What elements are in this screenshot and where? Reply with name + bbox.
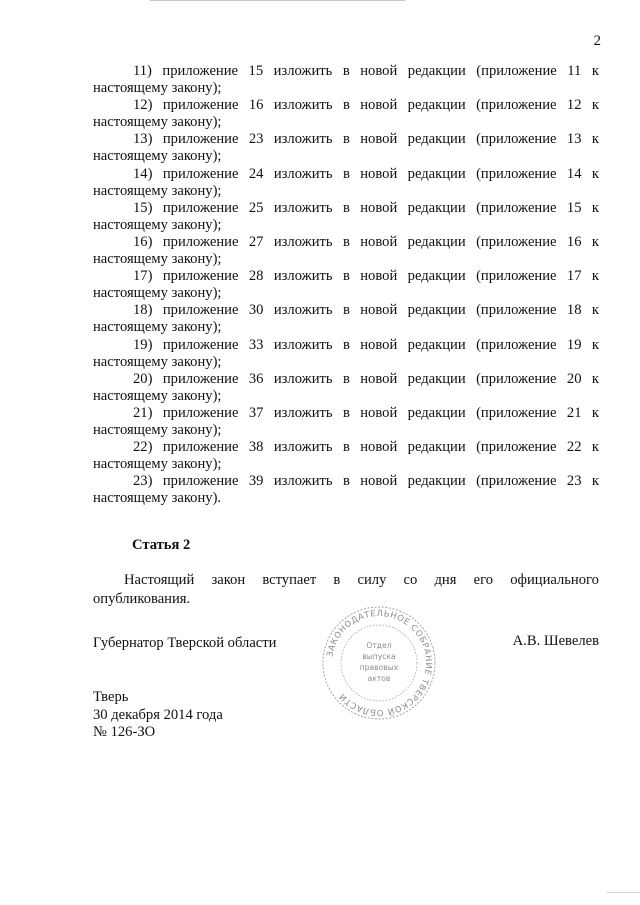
item-number: 15) bbox=[133, 199, 153, 216]
item-word: 13 bbox=[566, 131, 582, 148]
item-word: к bbox=[591, 97, 599, 114]
document-footer bbox=[93, 689, 223, 742]
item-word: изложить bbox=[273, 63, 333, 79]
item-word: редакции bbox=[407, 473, 466, 490]
item-word: приложение bbox=[162, 97, 239, 114]
item-word: 20 bbox=[566, 370, 582, 387]
item-word: 14 bbox=[566, 165, 582, 182]
list-item-first-line bbox=[93, 200, 599, 217]
item-word: новой bbox=[360, 97, 398, 114]
item-number: 21) bbox=[133, 404, 153, 421]
item-word: изложить bbox=[273, 97, 333, 114]
item-word: изложить bbox=[273, 165, 333, 182]
item-word: 17 bbox=[566, 268, 582, 285]
list-item-continuation: настоящему закону); bbox=[93, 148, 222, 165]
item-word: новой bbox=[360, 268, 398, 285]
amendment-list bbox=[93, 63, 599, 507]
item-word: приложение bbox=[162, 165, 239, 182]
list-item bbox=[93, 131, 599, 165]
list-item-continuation: настоящему закону); bbox=[93, 353, 222, 370]
item-word: 23 bbox=[566, 473, 582, 490]
item-word: 18 bbox=[566, 302, 582, 319]
article-word: его bbox=[473, 572, 494, 588]
item-word: редакции bbox=[407, 336, 466, 353]
list-item-continuation: настоящему закону); bbox=[93, 250, 222, 267]
item-word: изложить bbox=[273, 233, 333, 250]
item-word: приложение bbox=[162, 63, 239, 79]
item-number: 11) bbox=[133, 63, 152, 79]
item-word: 25 bbox=[248, 199, 264, 216]
item-word: изложить bbox=[273, 336, 333, 353]
item-word: приложение bbox=[162, 302, 239, 319]
item-number: 16) bbox=[133, 233, 153, 250]
item-word: 16 bbox=[566, 233, 582, 250]
list-item-continuation: настоящему закону); bbox=[93, 114, 222, 131]
footer-city: Тверь bbox=[93, 689, 129, 705]
seal-center-line: актов bbox=[367, 674, 391, 683]
item-word: 39 bbox=[248, 473, 264, 490]
article-word: официального bbox=[510, 572, 599, 588]
item-word: 21 bbox=[566, 404, 582, 421]
seal-center-line: правовых bbox=[359, 663, 399, 672]
item-word: редакции bbox=[407, 404, 466, 421]
list-item bbox=[93, 166, 599, 200]
list-item-first-line bbox=[93, 131, 599, 148]
footer-law-number: № 126-ЗО bbox=[93, 724, 156, 740]
item-word: изложить bbox=[273, 439, 333, 456]
item-word: изложить bbox=[273, 131, 333, 148]
list-item bbox=[93, 302, 599, 336]
item-word: 23 bbox=[248, 131, 264, 148]
item-word: к bbox=[591, 336, 599, 353]
item-word: новой bbox=[360, 63, 398, 79]
item-word: 36 bbox=[248, 370, 264, 387]
item-word: в bbox=[342, 370, 350, 387]
top-edge-rule bbox=[150, 0, 405, 1]
item-word: к bbox=[591, 268, 599, 285]
item-word: приложение bbox=[162, 404, 239, 421]
list-item bbox=[93, 200, 599, 234]
article-word: Настоящий bbox=[124, 572, 195, 588]
item-word: в bbox=[342, 97, 350, 114]
seal-center-line: выпуска bbox=[362, 652, 396, 661]
list-item-first-line bbox=[93, 268, 599, 285]
list-item-first-line bbox=[93, 97, 599, 114]
item-word: (приложение bbox=[476, 131, 557, 148]
item-word: приложение bbox=[162, 439, 239, 456]
item-word: 38 bbox=[248, 439, 264, 456]
item-word: к bbox=[591, 165, 599, 182]
item-word: приложение bbox=[162, 336, 239, 353]
item-word: изложить bbox=[273, 268, 333, 285]
item-word: (приложение bbox=[476, 404, 557, 421]
item-number: 12) bbox=[133, 97, 153, 114]
item-word: к bbox=[591, 404, 599, 421]
list-item-continuation: настоящему закону); bbox=[93, 182, 222, 199]
item-word: в bbox=[342, 199, 350, 216]
item-word: новой bbox=[360, 199, 398, 216]
list-item-continuation: настоящему закону); bbox=[93, 421, 222, 438]
item-word: редакции bbox=[407, 165, 466, 182]
item-word: в bbox=[342, 404, 350, 421]
list-item-first-line bbox=[93, 166, 599, 183]
item-word: редакции bbox=[407, 131, 466, 148]
list-item bbox=[93, 97, 599, 131]
item-word: новой bbox=[360, 165, 398, 182]
list-item-first-line bbox=[93, 439, 599, 456]
item-word: редакции bbox=[407, 302, 466, 319]
item-word: редакции bbox=[407, 97, 466, 114]
list-item bbox=[93, 371, 599, 405]
item-word: (приложение bbox=[476, 473, 557, 490]
seal-ring-text: ЗАКОНОДАТЕЛЬНОЕ СОБРАНИЕ ТВЕРСКОЙ ОБЛАСТИ bbox=[324, 607, 435, 719]
item-word: 28 bbox=[248, 268, 264, 285]
item-word: (приложение bbox=[476, 302, 557, 319]
list-item bbox=[93, 439, 599, 473]
item-word: к bbox=[591, 131, 599, 148]
item-word: новой bbox=[360, 302, 398, 319]
item-word: редакции bbox=[407, 268, 466, 285]
item-word: (приложение bbox=[476, 370, 557, 387]
item-word: к bbox=[591, 302, 599, 319]
item-word: в bbox=[342, 268, 350, 285]
item-word: приложение bbox=[162, 268, 239, 285]
item-word: в bbox=[342, 165, 350, 182]
item-word: новой bbox=[360, 233, 398, 250]
article-word: силу bbox=[357, 572, 387, 588]
item-number: 18) bbox=[133, 302, 153, 319]
item-word: к bbox=[591, 199, 599, 216]
list-item bbox=[93, 405, 599, 439]
item-word: 27 bbox=[248, 233, 264, 250]
item-word: приложение bbox=[162, 233, 239, 250]
list-item-continuation: настоящему закону); bbox=[93, 285, 222, 302]
item-word: к bbox=[591, 370, 599, 387]
seal-center-line: Отдел bbox=[366, 641, 392, 650]
item-word: 11 bbox=[567, 63, 582, 79]
item-word: изложить bbox=[273, 302, 333, 319]
item-word: в bbox=[342, 336, 350, 353]
item-word: 15 bbox=[566, 199, 582, 216]
item-word: (приложение bbox=[476, 233, 557, 250]
list-item-first-line bbox=[93, 63, 599, 80]
list-item bbox=[93, 234, 599, 268]
item-number: 23) bbox=[133, 473, 153, 490]
list-item bbox=[93, 268, 599, 302]
item-word: редакции bbox=[407, 439, 466, 456]
item-word: редакции bbox=[407, 233, 466, 250]
article-word: в bbox=[333, 572, 341, 588]
item-word: 19 bbox=[566, 336, 582, 353]
item-word: (приложение bbox=[476, 63, 557, 79]
item-word: (приложение bbox=[476, 97, 557, 114]
article-word: со bbox=[403, 572, 418, 588]
list-item-first-line bbox=[93, 337, 599, 354]
item-word: (приложение bbox=[476, 336, 557, 353]
item-word: редакции bbox=[407, 370, 466, 387]
item-number: 19) bbox=[133, 336, 153, 353]
item-word: в bbox=[342, 131, 350, 148]
article-text-line bbox=[93, 571, 599, 590]
item-word: в bbox=[342, 233, 350, 250]
item-number: 22) bbox=[133, 439, 153, 456]
item-word: в bbox=[342, 302, 350, 319]
list-item-first-line bbox=[93, 405, 599, 422]
item-word: новой bbox=[360, 473, 398, 490]
item-word: (приложение bbox=[476, 199, 557, 216]
signer-name: А.В. Шевелев bbox=[512, 633, 599, 649]
list-item-first-line bbox=[93, 371, 599, 388]
footer-date: 30 декабря 2014 года bbox=[93, 706, 223, 723]
item-word: 30 bbox=[248, 302, 264, 319]
item-word: изложить bbox=[273, 404, 333, 421]
item-word: новой bbox=[360, 131, 398, 148]
item-word: новой bbox=[360, 370, 398, 387]
item-word: 24 bbox=[248, 165, 264, 182]
list-item bbox=[93, 337, 599, 371]
item-word: (приложение bbox=[476, 439, 557, 456]
item-word: приложение bbox=[162, 370, 239, 387]
item-word: (приложение bbox=[476, 268, 557, 285]
item-word: новой bbox=[360, 336, 398, 353]
list-item-continuation: настоящему закону); bbox=[93, 387, 222, 404]
list-item bbox=[93, 63, 599, 97]
item-word: в bbox=[342, 439, 350, 456]
item-word: изложить bbox=[273, 370, 333, 387]
list-item-continuation: настоящему закону); bbox=[93, 80, 222, 96]
item-word: редакции bbox=[407, 63, 466, 79]
item-word: приложение bbox=[162, 199, 239, 216]
item-word: в bbox=[342, 473, 350, 490]
item-word: новой bbox=[360, 404, 398, 421]
list-item-first-line bbox=[93, 302, 599, 319]
item-word: к bbox=[591, 439, 599, 456]
official-seal bbox=[320, 604, 438, 722]
list-item-continuation: настоящему закону); bbox=[93, 456, 222, 473]
item-word: 22 bbox=[566, 439, 582, 456]
list-item-continuation: настоящему закону); bbox=[93, 216, 222, 233]
item-word: изложить bbox=[273, 473, 333, 490]
signer-position: Губернатор Тверской области bbox=[93, 635, 277, 651]
item-number: 20) bbox=[133, 370, 153, 387]
item-word: изложить bbox=[273, 199, 333, 216]
article-word: дня bbox=[434, 572, 457, 588]
item-word: редакции bbox=[407, 199, 466, 216]
article-title: Статья 2 bbox=[132, 537, 191, 553]
page-number: 2 bbox=[593, 33, 601, 49]
item-word: (приложение bbox=[476, 165, 557, 182]
item-word: 33 bbox=[248, 336, 264, 353]
list-item-continuation: настоящему закону). bbox=[93, 490, 222, 507]
list-item-first-line bbox=[93, 473, 599, 490]
item-word: к bbox=[591, 233, 599, 250]
item-word: приложение bbox=[162, 473, 239, 490]
list-item-continuation: настоящему закону); bbox=[93, 319, 222, 336]
item-word: 12 bbox=[566, 97, 582, 114]
seal-center-text bbox=[360, 641, 399, 683]
item-word: новой bbox=[360, 439, 398, 456]
list-item bbox=[93, 473, 599, 507]
item-word: в bbox=[342, 63, 350, 79]
article-word: закон bbox=[211, 572, 246, 588]
item-word: 15 bbox=[248, 63, 264, 79]
item-number: 14) bbox=[133, 165, 153, 182]
item-word: к bbox=[591, 63, 599, 79]
item-word: к bbox=[591, 473, 599, 490]
item-word: приложение bbox=[162, 131, 239, 148]
item-number: 13) bbox=[133, 131, 153, 148]
bottom-edge-rule bbox=[606, 892, 640, 893]
article-text-continuation: опубликования. bbox=[93, 591, 191, 607]
article-word: вступает bbox=[262, 572, 317, 588]
list-item-first-line bbox=[93, 234, 599, 251]
item-number: 17) bbox=[133, 268, 153, 285]
item-word: 16 bbox=[248, 97, 264, 114]
item-word: 37 bbox=[248, 404, 264, 421]
